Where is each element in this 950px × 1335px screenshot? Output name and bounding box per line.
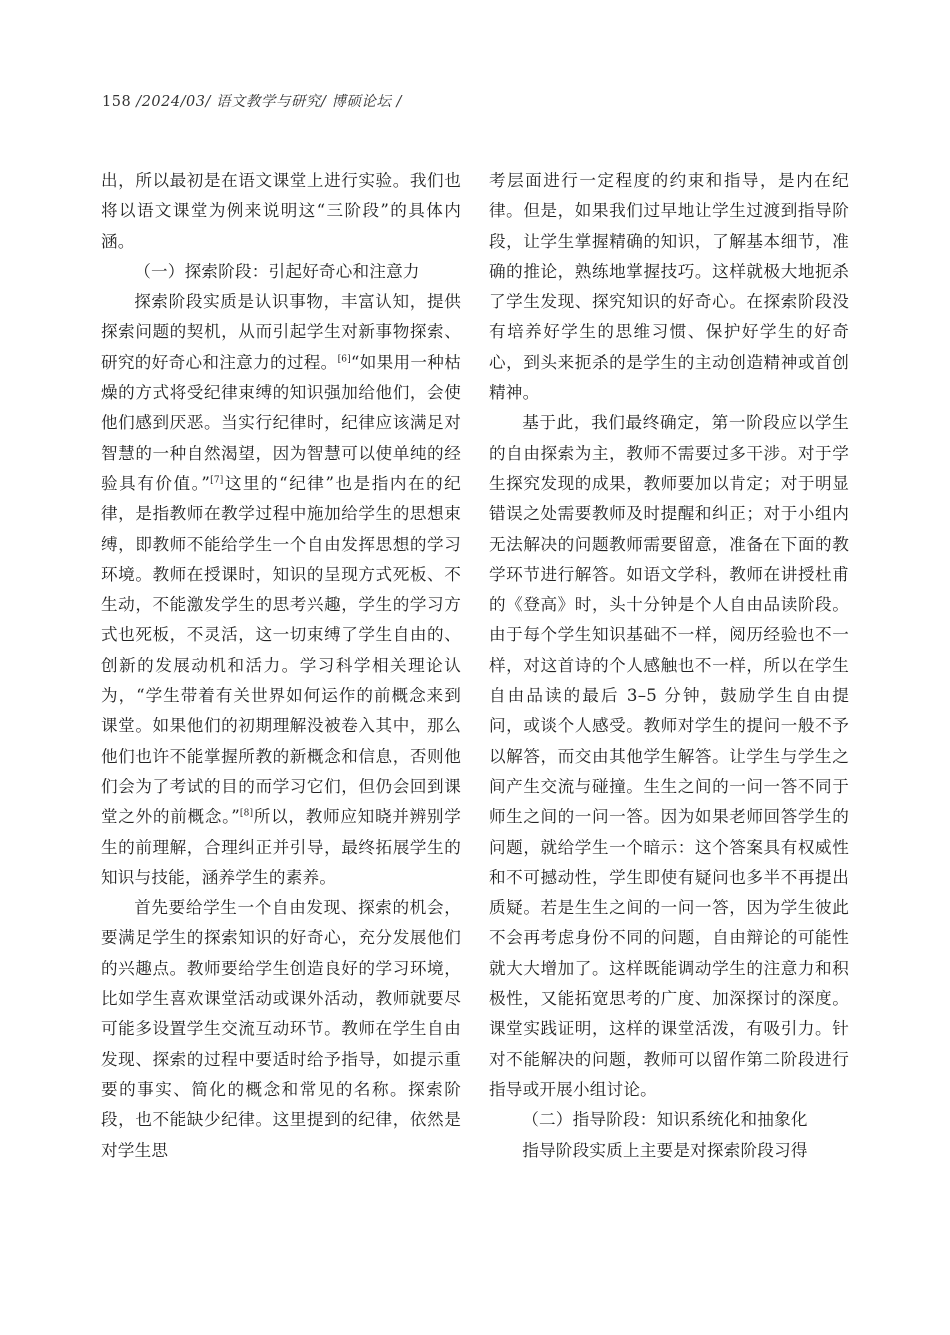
paragraph: 考层面进行一定程度的约束和指导，是内在纪律。但是，如果我们过早地让学生过渡到指导阶段，让学生掌握精确的知识，了解基本细节，准确的推论，熟练地掌握技巧。这样就极大地扼杀了学生发现、探究知识的好奇心。在探索阶段没有培养好学生的思维习惯、保护好学生的好奇心，到头来扼杀的是学生的主动创造精神或首创精神。 bbox=[489, 171, 849, 403]
paragraph bbox=[101, 287, 461, 893]
citation-6: [6] bbox=[337, 354, 351, 365]
paragraph: 基于此，我们最终确定，第一阶段应以学生的自由探索为主，教师不需要过多干涉。对于学生探究发现的成果，教师要加以肯定；对于明显错误之处需要教师及时提醒和纠正；对于小组内无法解决的问题教师需要留意，准备在下面的教学环节进行解答。如语文学科，教师在讲授杜甫的《登高》时，头十分钟是个人自由品读阶段。由于每个学生知识基础不一样，阅历经验也不一样，对这首诗的个人感触也不一样，所以在学生自由品读的最后 3–5 分钟，鼓励学生自由提问，或谈个人感受。教师对学生的提问一般不予以解答，而交由其他学生解答。让学生与学生之间产生交流与碰撞。生生之间的一问一答不同于师生之间的一问一答。因为如果老师回答学生的问题，就给学生一个暗示：这个答案具有权威性和不可撼动性，学生即使有疑问也多半不再提出质疑。若是生生之间的一问一答，因为学生彼此不会再考虑身份不同的问题，自由辩论的可能性就大大增加了。这样既能调动学生的注意力和积极性，又能拓宽思考的广度、加深探讨的深度。课堂实践证明，这样的课堂活泼，有吸引力。针对不能解决的问题，教师可以留作第二阶段进行指导或开展小组讨论。 bbox=[489, 413, 849, 1099]
citation-7: [7] bbox=[210, 475, 224, 486]
paragraph: 首先要给学生一个自由发现、探索的机会，要满足学生的探索知识的好奇心，充分发展他们的兴趣点。教师要给学生创造良好的学习环境，比如学生喜欢课堂活动或课外活动，教师就要尽可能多设置学生交流互动环节。教师在学生自由发现、探索的过程中要适时给予指导，如提示重要的事实、简化的概念和常见的名称。探索阶段，也不能缺少纪律。这里提到的纪律，依然是对学生思 bbox=[101, 898, 461, 1160]
paragraph: 指导阶段实质上主要是对探索阶段习得 bbox=[522, 1140, 808, 1160]
paragraph-text: “如果用一种枯燥的方式将受纪律束缚的知识强加给他们，会使他们感到厌恶。当实行纪律时，纪律应该满足对智慧的一种自然渴望，因为智慧可以使单纯的经验具有价值。” bbox=[101, 352, 461, 493]
paragraph: 出，所以最初是在语文课堂上进行实验。我们也将以语文课堂为例来说明这“三阶段”的具体内涵。 bbox=[101, 171, 461, 251]
column-name: 博硕论坛 bbox=[331, 94, 392, 110]
right-column bbox=[489, 166, 849, 1166]
paragraph-text: 这里的“纪律”也是指内在的纪律，是指教师在教学过程中施加给学生的思想束缚，即教师不能给学生一个自由发挥思想的学习环境。教师在授课时，知识的呈现方式死板、不生动，不能激发学生的思考兴趣，学生的学习方式也死板，不灵活，这一切束缚了学生自由的、创新的发展动机和活力。学习科学相关理论认为，“学生带着有关世界如何运作的前概念来到课堂。如果他们的初期理解没被卷入其中，那么他们也许不能掌握所教的新概念和信息，否则他们会为了考试的目的而学习它们，但仍会回到课堂之外的前概念。” bbox=[101, 473, 461, 827]
paragraph-text: 探索阶段实质是认识事物，丰富认知，提供探索问题的契机，从而引起学生对新事物探索、研究的好奇心和注意力的过程。 bbox=[101, 292, 461, 372]
running-header: 158 /2024/03/ 语文教学与研究/ 博硕论坛 / bbox=[102, 94, 402, 110]
section-heading-exploration: （一）探索阶段：引起好奇心和注意力 bbox=[134, 261, 420, 281]
journal-title: 语文教学与研究 bbox=[215, 94, 321, 110]
issue-number: 2024/03 bbox=[141, 94, 206, 110]
section-heading-guidance: （二）指导阶段：知识系统化和抽象化 bbox=[522, 1110, 808, 1130]
paragraph-text: 所以，教师应知晓并辨别学生的前理解，合理纠正并引导，最终拓展学生的知识与技能，涵养学生的素养。 bbox=[101, 807, 461, 887]
page-number: 158 bbox=[102, 94, 132, 110]
left-column bbox=[101, 166, 461, 1166]
citation-8: [8] bbox=[239, 808, 254, 819]
